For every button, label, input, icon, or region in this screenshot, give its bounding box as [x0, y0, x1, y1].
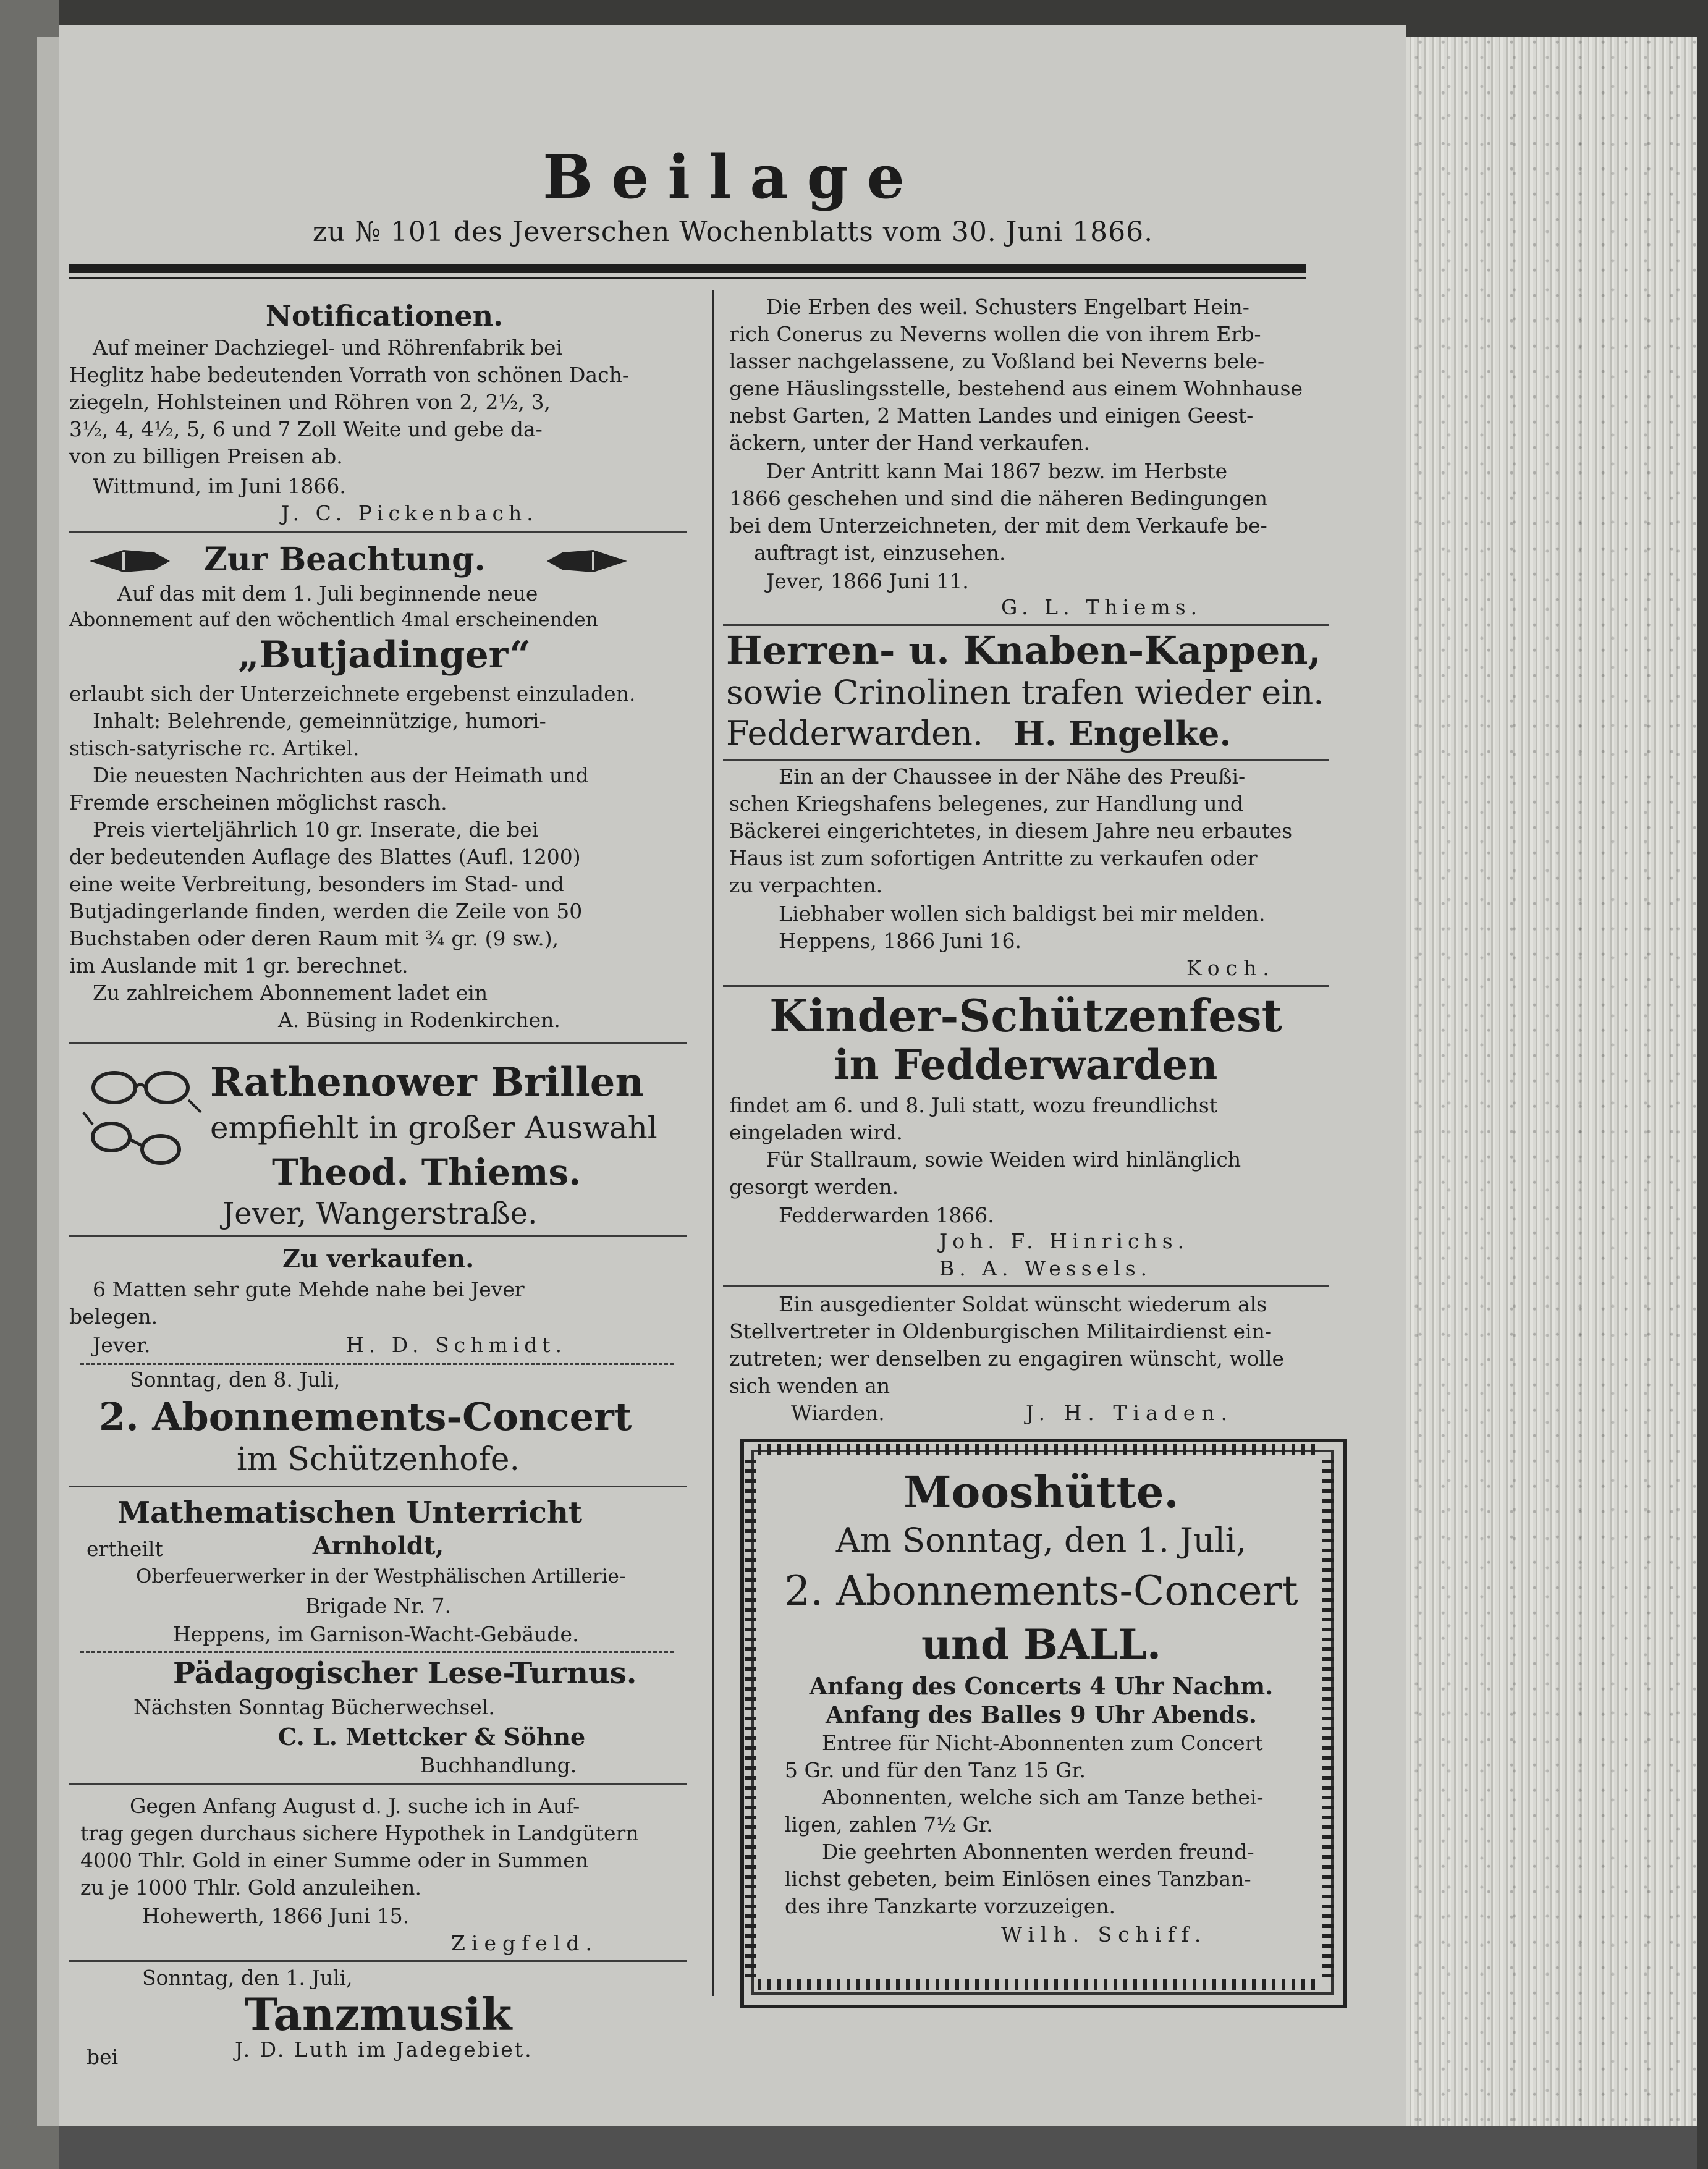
- beachtung-line: Fremde erscheinen möglichst rasch.: [69, 790, 447, 814]
- notif-line: Heglitz habe bedeutenden Vorrath von schönen Dach-: [69, 363, 629, 387]
- verkaufen-place: Jever.: [93, 1333, 151, 1357]
- beachtung-line: Buchstaben oder deren Raum mit ¾ gr. (9 sw.),: [69, 926, 559, 950]
- moos-ball: und BALL.: [921, 1620, 1161, 1668]
- beachtung-sign: A. Büsing in Rodenkirchen.: [278, 1008, 560, 1032]
- greek-key-ornament: [745, 1458, 756, 1977]
- brillen-name: Theod. Thiems.: [272, 1151, 581, 1193]
- tanz-sign: J. D. Luth im Jadegebiet.: [235, 2037, 533, 2061]
- column-divider: [712, 290, 714, 1996]
- schuetzen-line: gesorgt werden.: [729, 1175, 899, 1199]
- beachtung-line: Butjadingerlande finden, werden die Zeile von 50: [69, 899, 583, 923]
- lese-line: Buchhandlung.: [420, 1753, 577, 1777]
- beachtung-line: stisch-satyrische rc. Artikel.: [69, 736, 360, 760]
- beachtung-line: Preis vierteljährlich 10 gr. Inserate, die bei: [93, 818, 539, 842]
- greek-key-ornament: [758, 1979, 1320, 1990]
- chaussee-line: Haus ist zum sofortigen Antritte zu verkaufen oder: [729, 846, 1258, 870]
- moos-detail: Abonnenten, welche sich am Tanze bethei-: [822, 1785, 1264, 1809]
- moos-title: Mooshütte.: [903, 1466, 1179, 1518]
- schuetzen-sign: Joh. F. Hinrichs.: [939, 1229, 1190, 1253]
- verkaufen-heading: Zu verkaufen.: [282, 1245, 475, 1274]
- chaussee-line: Ein an der Chaussee in der Nähe des Preußi-: [779, 764, 1246, 789]
- mathe-line: Oberfeuerwerker in der Westphälischen Artillerie-: [136, 1565, 626, 1588]
- tanz-title: Tanzmusik: [244, 1988, 512, 2040]
- concert-place: im Schützenhofe.: [236, 1441, 520, 1478]
- chaussee-line: zu verpachten.: [729, 873, 883, 897]
- separator: [723, 1285, 1329, 1287]
- moos-line: Anfang des Balles 9 Uhr Abends.: [825, 1701, 1258, 1728]
- beachtung-line: Die neuesten Nachrichten aus der Heimath und: [93, 763, 589, 787]
- erben-line: Der Antritt kann Mai 1867 bezw. im Herbste: [766, 459, 1228, 483]
- schuetzen-line: eingeladen wird.: [729, 1120, 903, 1144]
- chaussee-place: Heppens, 1866 Juni 16.: [779, 929, 1021, 953]
- separator: [723, 759, 1329, 761]
- erben-line: gene Häuslingsstelle, bestehend aus einem Wohnhause: [729, 376, 1303, 400]
- separator: [69, 1486, 687, 1487]
- moos-detail: Die geehrten Abonnenten werden freund-: [822, 1840, 1254, 1864]
- tanz-bei: bei: [87, 2045, 119, 2069]
- mathe-heading: Mathematischen Unterricht: [117, 1495, 583, 1530]
- separator: [80, 1363, 674, 1365]
- kappen-heading: Herren- u. Knaben-Kappen,: [726, 628, 1322, 673]
- notif-line: Auf meiner Dachziegel- und Röhrenfabrik bei: [93, 336, 563, 360]
- page-subtitle: zu № 101 des Jeverschen Wochenblatts vom 30. Juni 1866.: [312, 216, 1154, 248]
- beachtung-line: Zu zahlreichem Abonnement ladet ein: [93, 981, 488, 1005]
- moos-line: Anfang des Concerts 4 Uhr Nachm.: [809, 1672, 1274, 1700]
- moos-detail: des ihre Tanzkarte vorzuzeigen.: [785, 1894, 1115, 1918]
- notif-heading: Notificationen.: [265, 299, 504, 332]
- notif-line: 3½, 4, 4½, 5, 6 und 7 Zoll Weite und gebe da-: [69, 417, 543, 441]
- eyeglasses-icon: [80, 1063, 204, 1174]
- beachtung-line: Abonnement auf den wöchentlich 4mal erscheinenden: [69, 609, 598, 631]
- schuetzen-line: findet am 6. und 8. Juli statt, wozu freundlichst: [729, 1093, 1218, 1117]
- erben-line: bei dem Unterzeichneten, der mit dem Verkaufe be-: [729, 514, 1267, 538]
- moos-detail: Entree für Nicht-Abonnenten zum Concert: [822, 1731, 1263, 1755]
- hypothek-line: 4000 Thlr. Gold in einer Summe oder in Summen: [80, 1848, 589, 1872]
- verkaufen-line: 6 Matten sehr gute Mehde nahe bei Jever: [93, 1277, 525, 1301]
- separator: [69, 1042, 687, 1044]
- mathe-line: Brigade Nr. 7.: [305, 1594, 451, 1618]
- hypothek-place: Hohewerth, 1866 Juni 15.: [142, 1904, 410, 1928]
- separator: [69, 1960, 687, 1962]
- separator: [80, 1651, 674, 1653]
- mathe-erteilt: ertheilt: [87, 1537, 163, 1561]
- notif-line: von zu billigen Preisen ab.: [69, 444, 343, 468]
- mathe-name: Arnholdt,: [312, 1531, 444, 1560]
- moos-concert: 2. Abonnements-Concert: [784, 1567, 1298, 1615]
- erben-line: nebst Garten, 2 Matten Landes und einigen Geest-: [729, 404, 1254, 428]
- separator: [69, 1783, 687, 1785]
- schuetzen-heading: Kinder-Schützenfest: [769, 989, 1282, 1042]
- erben-line: rich Conerus zu Neverns wollen die von ihrem Erb-: [729, 322, 1261, 346]
- schuetzen-place: Fedderwarden 1866.: [779, 1203, 994, 1227]
- pointing-hand-icon: [544, 544, 630, 578]
- kappen-place: Fedderwarden.: [726, 714, 984, 753]
- soldat-sign: J. H. Tiaden.: [1026, 1401, 1234, 1425]
- erben-line: lasser nachgelassene, zu Voßland bei Neverns bele-: [729, 349, 1265, 373]
- mathe-line: Heppens, im Garnison-Wacht-Gebäude.: [173, 1622, 579, 1646]
- lese-heading: Pädagogischer Lese-Turnus.: [173, 1656, 637, 1691]
- brillen-line: empfiehlt in großer Auswahl: [210, 1110, 657, 1146]
- brillen-heading: Rathenower Brillen: [210, 1059, 644, 1106]
- header-rule: [69, 264, 1306, 273]
- soldat-line: Stellvertreter in Oldenburgischen Militairdienst ein-: [729, 1319, 1272, 1343]
- soldat-line: zutreten; wer denselben zu engagiren wünscht, wolle: [729, 1347, 1285, 1371]
- separator: [69, 531, 687, 533]
- lese-line: Nächsten Sonntag Bücherwechsel.: [133, 1695, 495, 1719]
- moos-detail: lichst gebeten, beim Einlösen eines Tanzban-: [785, 1867, 1251, 1891]
- schuetzen-line: Für Stallraum, sowie Weiden wird hinlänglich: [766, 1148, 1241, 1172]
- chaussee-line: schen Kriegshafens belegenes, zur Handlung und: [729, 792, 1243, 816]
- kappen-line: sowie Crinolinen trafen wieder ein.: [726, 673, 1324, 712]
- moos-detail: 5 Gr. und für den Tanz 15 Gr.: [785, 1758, 1086, 1782]
- verkaufen-line: belegen.: [69, 1304, 158, 1329]
- erben-line: äckern, unter der Hand verkaufen.: [729, 431, 1090, 455]
- header-rule-thin: [69, 277, 1306, 279]
- moos-sign: Wilh. Schiff.: [1001, 1922, 1207, 1947]
- schuetzen-subheading: in Fedderwarden: [834, 1041, 1218, 1089]
- left-page-strip: [37, 37, 59, 2126]
- moos-date: Am Sonntag, den 1. Juli,: [835, 1521, 1247, 1560]
- schuetzen-sign: B. A. Wessels.: [939, 1256, 1152, 1280]
- chaussee-sign: Koch.: [1186, 956, 1275, 980]
- concert-date: Sonntag, den 8. Juli,: [130, 1368, 340, 1392]
- tanz-date: Sonntag, den 1. Juli,: [142, 1966, 353, 1990]
- separator: [723, 624, 1329, 626]
- hypothek-sign: Ziegfeld.: [451, 1931, 599, 1955]
- beachtung-heading: Zur Beachtung.: [204, 541, 486, 578]
- notif-place: Wittmund, im Juni 1866.: [93, 474, 346, 498]
- separator: [69, 1235, 687, 1237]
- concert-title: 2. Abonnements-Concert: [99, 1394, 632, 1439]
- chaussee-line: Liebhaber wollen sich baldigst bei mir melden.: [779, 902, 1266, 926]
- soldat-place: Wiarden.: [791, 1401, 885, 1425]
- erben-line: auftragt ist, einzusehen.: [754, 541, 1006, 565]
- scanner-bed: [59, 2126, 1697, 2169]
- notif-line: ziegeln, Hohlsteinen und Röhren von 2, 2½, 3,: [69, 390, 551, 414]
- beachtung-line: erlaubt sich der Unterzeichnete ergebenst einzuladen.: [69, 682, 636, 706]
- beachtung-line: Inhalt: Belehrende, gemeinnützige, humori-: [93, 709, 546, 733]
- hypothek-line: zu je 1000 Thlr. Gold anzuleihen.: [80, 1875, 421, 1900]
- book-page-edges: [1406, 37, 1697, 2126]
- notif-sign: J. C. Pickenbach.: [281, 501, 538, 525]
- erben-line: 1866 geschehen und sind die näheren Bedingungen: [729, 486, 1268, 510]
- kappen-sign: H. Engelke.: [1013, 714, 1232, 753]
- greek-key-ornament: [1322, 1458, 1334, 1977]
- hypothek-line: Gegen Anfang August d. J. suche ich in Auf-: [130, 1794, 580, 1818]
- page-title: Beilage: [543, 142, 923, 212]
- hypothek-line: trag gegen durchaus sichere Hypothek in Landgütern: [80, 1821, 639, 1845]
- erben-place: Jever, 1866 Juni 11.: [766, 569, 969, 593]
- brillen-address: Jever, Wangerstraße.: [222, 1196, 538, 1231]
- beachtung-line: im Auslande mit 1 gr. berechnet.: [69, 953, 408, 978]
- beachtung-line: eine weite Verbreitung, besonders im Stad- und: [69, 872, 564, 896]
- chaussee-line: Bäckerei eingerichtetes, in diesem Jahre neu erbautes: [729, 819, 1293, 843]
- separator: [723, 985, 1329, 987]
- greek-key-ornament: [758, 1444, 1320, 1455]
- beachtung-line: der bedeutenden Auflage des Blattes (Aufl. 1200): [69, 845, 581, 869]
- soldat-line: Ein ausgedienter Soldat wünscht wiederum als: [779, 1292, 1267, 1316]
- lese-firm: C. L. Mettcker & Söhne: [278, 1723, 586, 1751]
- erben-line: Die Erben des weil. Schusters Engelbart Hein-: [766, 295, 1249, 319]
- erben-sign: G. L. Thiems.: [1001, 595, 1203, 619]
- beachtung-paper-name: „Butjadinger“: [238, 633, 531, 677]
- pointing-hand-icon: [87, 544, 173, 578]
- soldat-line: sich wenden an: [729, 1374, 890, 1398]
- verkaufen-sign: H. D. Schmidt.: [346, 1333, 567, 1357]
- beachtung-line: Auf das mit dem 1. Juli beginnende neue: [117, 581, 538, 606]
- moos-detail: ligen, zahlen 7½ Gr.: [785, 1812, 993, 1837]
